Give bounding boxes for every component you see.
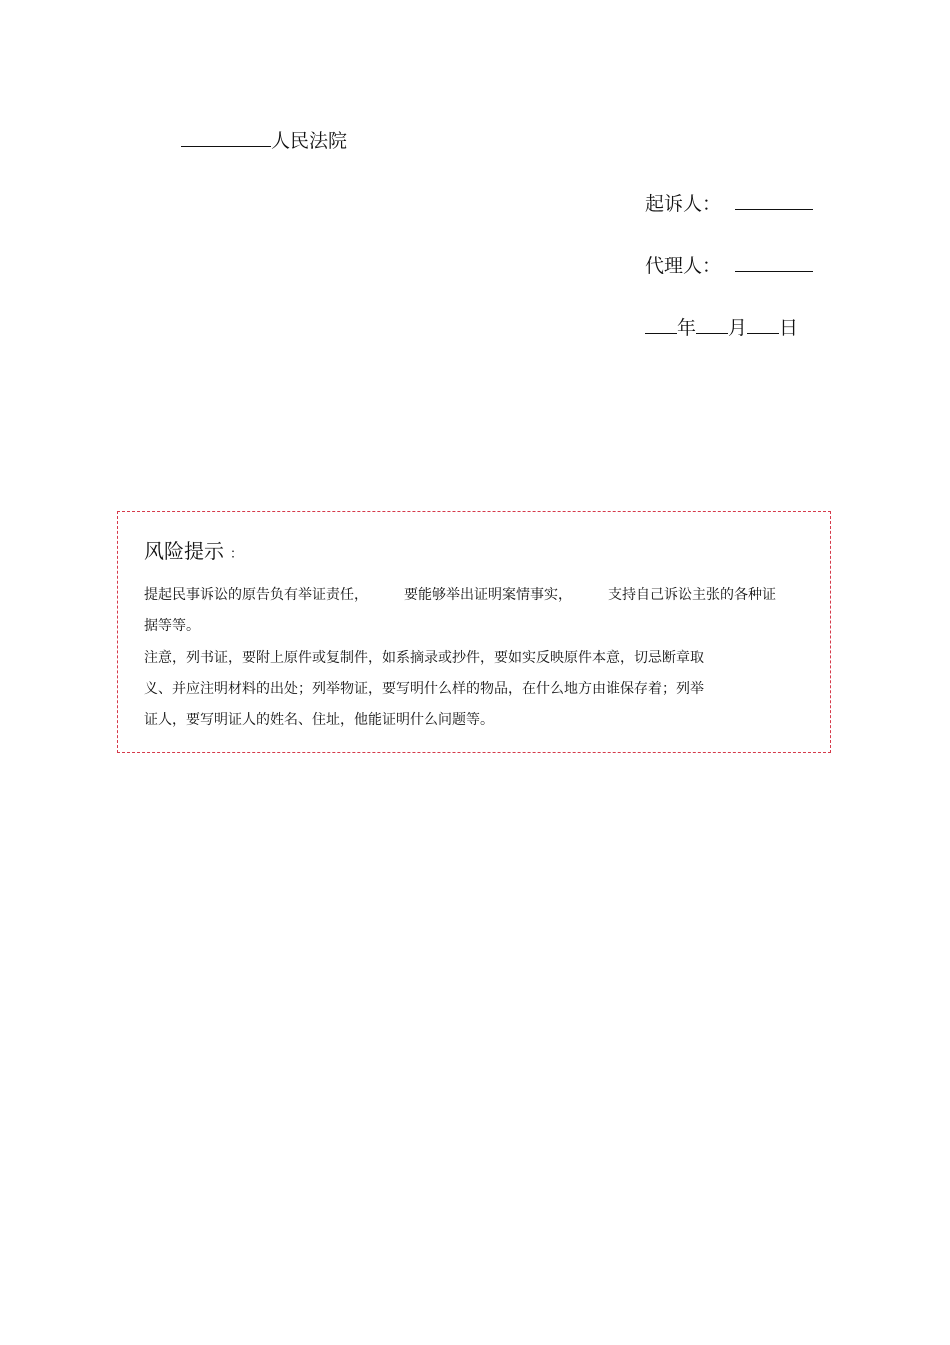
month-blank[interactable] bbox=[696, 315, 728, 334]
risk-title-colon: ： bbox=[230, 547, 244, 562]
risk-notice-box bbox=[117, 511, 831, 753]
court-name-blank[interactable] bbox=[181, 128, 271, 147]
date-row bbox=[645, 315, 798, 341]
risk-notice-title bbox=[144, 538, 243, 568]
plaintiff-signature-row bbox=[645, 191, 813, 217]
risk-para1-part-a: 提起民事诉讼的原告负有举证责任， bbox=[144, 587, 368, 603]
year-label: 年 bbox=[677, 317, 697, 339]
risk-para1-line2: 据等等。 bbox=[144, 618, 200, 634]
agent-label: 代理人： bbox=[645, 255, 722, 277]
month-label: 月 bbox=[728, 317, 748, 339]
risk-para1-part-c: 支持自己诉讼主张的各种证 bbox=[608, 587, 776, 603]
plaintiff-label: 起诉人： bbox=[645, 193, 722, 215]
plaintiff-blank[interactable] bbox=[735, 191, 813, 210]
risk-para1-part-b: 要能够举出证明案情事实， bbox=[404, 587, 572, 603]
risk-para2-line1: 注意，列书证，要附上原件或复制件，如系摘录或抄件，要如实反映原件本意，切忌断章取 bbox=[144, 650, 704, 666]
risk-para2-line3: 证人，要写明证人的姓名、住址，他能证明什么问题等。 bbox=[144, 712, 494, 728]
agent-signature-row bbox=[645, 253, 813, 279]
agent-blank[interactable] bbox=[735, 253, 813, 272]
day-label: 日 bbox=[779, 317, 799, 339]
court-name-line bbox=[181, 128, 347, 154]
risk-para2-line2: 义、并应注明材料的出处；列举物证，要写明什么样的物品，在什么地方由谁保存着；列举 bbox=[144, 681, 704, 697]
risk-title-text: 风险提示 bbox=[144, 539, 224, 563]
risk-para1-line1 bbox=[144, 585, 776, 605]
court-suffix: 人民法院 bbox=[271, 130, 348, 152]
year-blank[interactable] bbox=[645, 315, 677, 334]
day-blank[interactable] bbox=[747, 315, 779, 334]
